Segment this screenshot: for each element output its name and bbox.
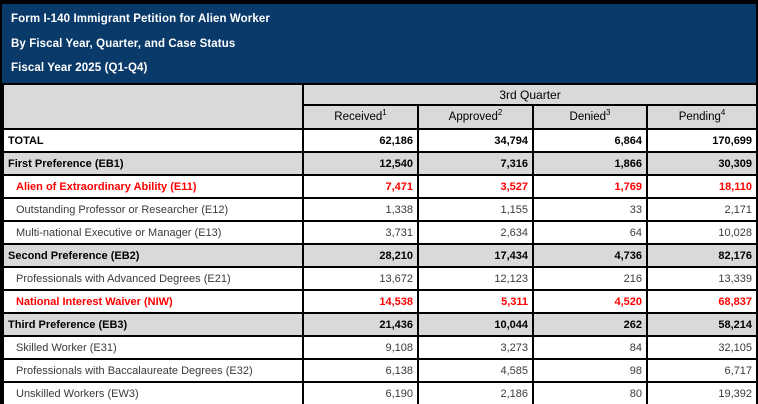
cell-received: 7,471 [303,175,418,198]
cell-pending: 18,110 [647,175,757,198]
cell-received: 6,190 [303,382,418,404]
blank-corner-cell [3,84,303,129]
column-header-received [303,105,418,129]
table-row-e32 [3,359,757,382]
report-title-line3: Fiscal Year 2025 (Q1-Q4) [11,62,148,74]
petition-data-table [2,83,758,404]
table-row-niw [3,290,757,313]
cell-approved: 34,794 [418,129,533,152]
column-header-approved [418,105,533,129]
column-header-denied [533,105,647,129]
cell-received: 1,338 [303,198,418,221]
row-label: National Interest Waiver (NIW) [3,290,303,313]
table-row-e13 [3,221,757,244]
cell-received: 3,731 [303,221,418,244]
table-row-e21 [3,267,757,290]
column-header-denied-label: Denied [569,111,606,123]
cell-denied: 1,866 [533,152,647,175]
column-header-received-label: Received [334,111,383,123]
cell-received: 12,540 [303,152,418,175]
cell-received: 21,436 [303,313,418,336]
cell-denied: 33 [533,198,647,221]
row-label: First Preference (EB1) [3,152,303,175]
cell-denied: 4,736 [533,244,647,267]
table-row-eb1 [3,152,757,175]
cell-approved: 3,527 [418,175,533,198]
cell-approved: 4,585 [418,359,533,382]
cell-pending: 30,309 [647,152,757,175]
cell-denied: 6,864 [533,129,647,152]
row-label: Multi-national Executive or Manager (E13) [3,221,303,244]
cell-pending: 68,837 [647,290,757,313]
cell-denied: 64 [533,221,647,244]
row-label: Third Preference (EB3) [3,313,303,336]
row-label: Outstanding Professor or Researcher (E12) [3,198,303,221]
table-row-e12 [3,198,757,221]
cell-received: 28,210 [303,244,418,267]
cell-denied: 262 [533,313,647,336]
column-header-pending-label: Pending [678,111,721,123]
cell-approved: 1,155 [418,198,533,221]
table-row-ew3 [3,382,757,404]
row-label: Second Preference (EB2) [3,244,303,267]
footnote-marker-4: 4 [720,108,726,118]
cell-received: 14,538 [303,290,418,313]
report-title-banner [2,4,756,83]
cell-approved: 12,123 [418,267,533,290]
row-label: TOTAL [3,129,303,152]
report-title-line2: By Fiscal Year, Quarter, and Case Status [11,37,236,50]
footnote-marker-2: 2 [497,108,503,118]
cell-pending: 82,176 [647,244,757,267]
cell-denied: 216 [533,267,647,290]
quarter-header: 3rd Quarter [303,84,757,105]
row-label: Professionals with Advanced Degrees (E21) [3,267,303,290]
table-row-eb3 [3,313,757,336]
table-row-e31 [3,336,757,359]
cell-received: 6,138 [303,359,418,382]
cell-pending: 170,699 [647,129,757,152]
cell-pending: 6,717 [647,359,757,382]
cell-received: 13,672 [303,267,418,290]
cell-denied: 1,769 [533,175,647,198]
cell-pending: 19,392 [647,382,757,404]
cell-pending: 2,171 [647,198,757,221]
table-row-e11 [3,175,757,198]
cell-received: 9,108 [303,336,418,359]
row-label: Skilled Worker (E31) [3,336,303,359]
table-row-eb2 [3,244,757,267]
cell-received: 62,186 [303,129,418,152]
cell-denied: 98 [533,359,647,382]
cell-pending: 10,028 [647,221,757,244]
cell-approved: 5,311 [418,290,533,313]
column-header-pending [647,105,757,129]
row-label: Alien of Extraordinary Ability (E11) [3,175,303,198]
quarter-header-row [3,84,757,105]
cell-approved: 3,273 [418,336,533,359]
footnote-marker-1: 1 [382,108,387,118]
cell-approved: 17,434 [418,244,533,267]
cell-pending: 32,105 [647,336,757,359]
cell-denied: 84 [533,336,647,359]
row-label: Unskilled Workers (EW3) [3,382,303,404]
cell-denied: 80 [533,382,647,404]
report-title-line1: Form I-140 Immigrant Petition for Alien Worker [11,13,270,25]
cell-approved: 10,044 [418,313,533,336]
table-row-total [3,129,757,152]
cell-denied: 4,520 [533,290,647,313]
cell-approved: 2,186 [418,382,533,404]
column-header-approved-label: Approved [448,111,498,123]
cell-approved: 7,316 [418,152,533,175]
footnote-marker-3: 3 [606,108,611,118]
cell-pending: 58,214 [647,313,757,336]
cell-pending: 13,339 [647,267,757,290]
row-label: Professionals with Baccalaureate Degrees (E32) [3,359,303,382]
cell-approved: 2,634 [418,221,533,244]
